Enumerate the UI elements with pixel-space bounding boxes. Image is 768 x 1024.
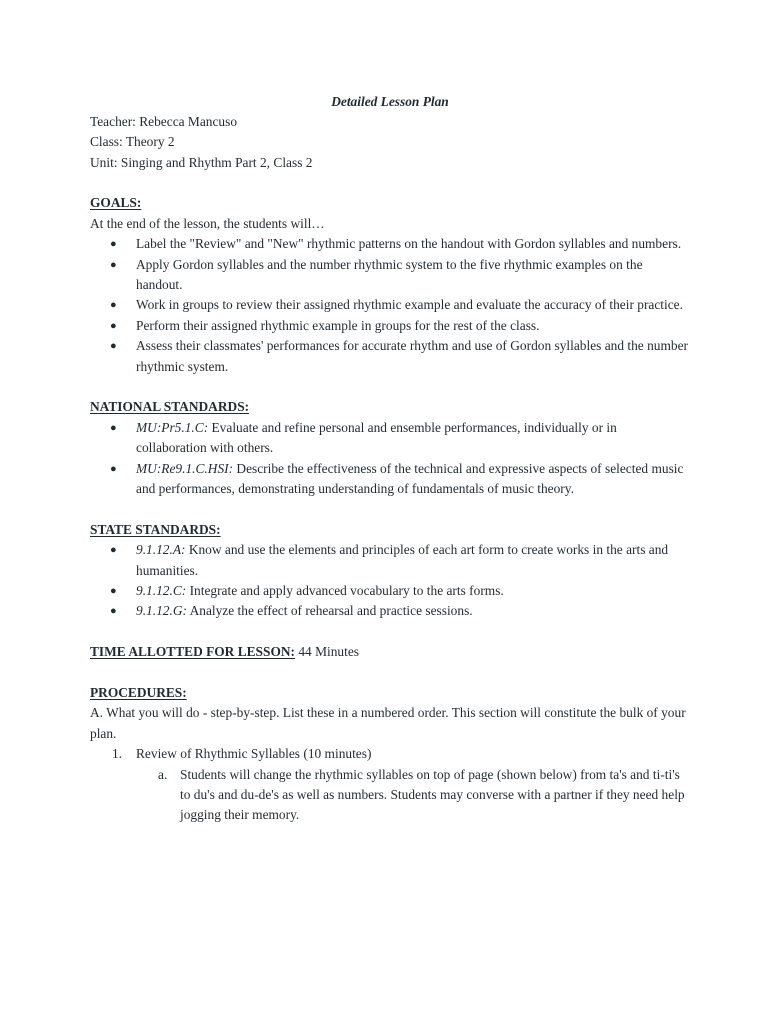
national-standard-item (90, 418, 690, 459)
procedure-substep (90, 765, 690, 826)
unit-line: Unit: Singing and Rhythm Part 2, Class 2 (90, 154, 313, 170)
standard-text: Evaluate and refine personal and ensemble performances, individually or in collaboration with others. (136, 419, 617, 456)
time-allotted-line (90, 642, 690, 662)
procedure-step (90, 744, 690, 764)
time-allotted-value: 44 Minutes (295, 644, 359, 660)
goals-section (90, 193, 690, 377)
goal-item: ● Assess their classmates' performances for accurate rhythm and use of Gordon syllables and the number rhythmic system. (110, 338, 688, 374)
step-text: Review of Rhythmic Syllables (10 minutes) (136, 746, 372, 762)
state-standard-item (90, 601, 690, 621)
state-standard-item (90, 581, 690, 601)
standard-text: Analyze the effect of rehearsal and practice sessions. (186, 603, 473, 619)
standard-text: Integrate and apply advanced vocabulary to the arts forms. (186, 582, 504, 598)
standard-code: 9.1.12.G: (136, 603, 187, 619)
bullet-icon: ● (110, 340, 117, 353)
national-standards-section (90, 397, 690, 499)
procedures-intro: A. What you will do - step-by-step. List these in a numbered order. This section will constitute the bulk of your plan. (90, 705, 686, 741)
standard-code: MU:Re9.1.C.HSI: (136, 460, 234, 476)
standard-code: 9.1.12.A: (136, 542, 186, 558)
national-standard-item (90, 459, 690, 500)
goals-intro: At the end of the lesson, the students will… (90, 215, 325, 231)
goal-item: ● Label the "Review" and "New" rhythmic patterns on the handout with Gordon syllables and numbers. (90, 234, 690, 254)
teacher-line: Teacher: Rebecca Mancuso (90, 114, 238, 129)
substep-text: Students will change the rhythmic syllables on top of page (shown below) from ta's and ti-ti's to du's and du-de's as well as numbers. Students may converse with a partner if they need help jogging their memory. (180, 766, 685, 823)
step-number: 1. (112, 746, 123, 762)
state-standards-heading: STATE STANDARDS: (90, 521, 221, 537)
state-standards-section (90, 520, 690, 622)
bullet-icon: ● (110, 605, 117, 618)
bullet-icon: ● (110, 238, 117, 251)
goals-heading: GOALS: (90, 195, 142, 211)
national-standards-list (90, 418, 690, 500)
goal-item: ● Perform their assigned rhythmic example in groups for the rest of the class. (90, 316, 690, 336)
bullet-icon: ● (110, 421, 117, 434)
state-standard-item (90, 540, 690, 581)
document-title: Detailed Lesson Plan (331, 94, 449, 109)
lesson-plan-page (90, 92, 690, 826)
bullet-icon: ● (110, 319, 117, 332)
procedures-section (90, 683, 690, 826)
standard-text: Know and use the elements and principles of each art form to create works in the arts and humanities. (136, 542, 669, 578)
procedures-heading: PROCEDURES: (90, 684, 187, 700)
goal-item: ● Apply Gordon syllables and the number rhythmic system to the five rhythmic examples on the handout. (110, 256, 643, 292)
bullet-icon: ● (110, 544, 117, 557)
bullet-icon: ● (110, 258, 117, 271)
bullet-icon: ● (110, 584, 117, 597)
time-allotted-heading: TIME ALLOTTED FOR LESSON: (90, 644, 295, 660)
substep-letter: a. (158, 766, 168, 782)
national-standards-heading: NATIONAL STANDARDS: (90, 399, 250, 415)
goal-item: ● Work in groups to review their assigned rhythmic example and evaluate the accuracy of their practice. (90, 295, 690, 315)
standard-text: Describe the effectiveness of the technical and expressive aspects of selected music and performances, demonstrating understanding of fundamentals of music theory. (136, 460, 684, 496)
standard-code: MU:Pr5.1.C: (136, 419, 209, 435)
standard-code: 9.1.12.C: (136, 582, 187, 598)
bullet-icon: ● (110, 299, 117, 312)
class-line: Class: Theory 2 (90, 134, 175, 150)
bullet-icon: ● (110, 462, 117, 475)
goals-list (90, 234, 690, 377)
state-standards-list (90, 540, 690, 622)
